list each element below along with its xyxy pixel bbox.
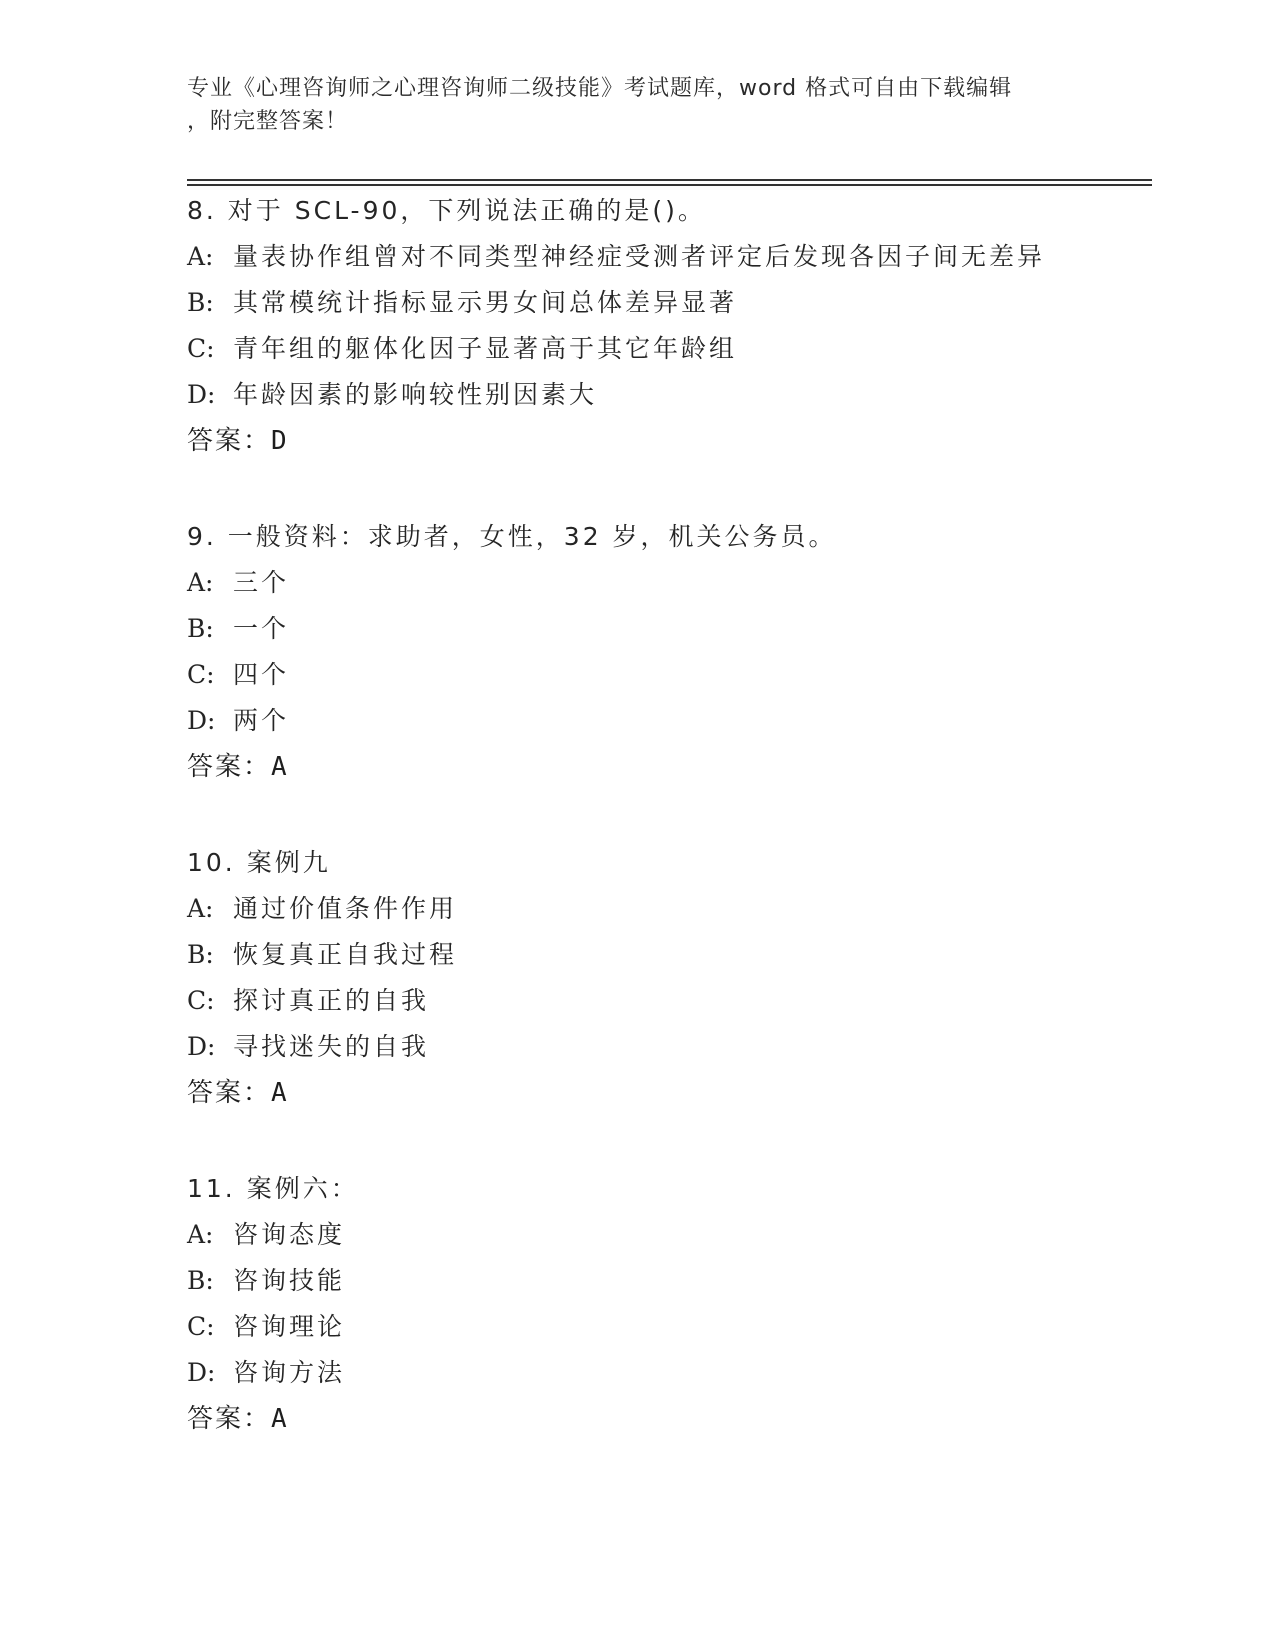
question-stem: 9. 一般资料：求助者，女性，32 岁，机关公务员。 <box>187 522 837 551</box>
option-a <box>187 1212 1147 1258</box>
option-text: 一个 <box>233 614 290 643</box>
option-letter: D: <box>187 706 216 735</box>
document-header <box>187 72 1067 138</box>
option-text: 通过价值条件作用 <box>233 894 458 923</box>
option-letter: B: <box>187 1266 214 1295</box>
answer-value: D <box>271 426 289 456</box>
option-b <box>187 932 1147 978</box>
question-list <box>187 188 1147 1442</box>
option-letter: A: <box>187 568 214 597</box>
option-text: 寻找迷失的自我 <box>233 1032 430 1061</box>
option-text: 量表协作组曾对不同类型神经症受测者评定后发现各因子间无差异 <box>233 242 1046 271</box>
answer-value: A <box>271 1078 289 1108</box>
header-divider-top <box>187 179 1152 181</box>
option-letter: C: <box>187 1312 215 1341</box>
option-text: 探讨真正的自我 <box>233 986 430 1015</box>
option-letter: A: <box>187 894 214 923</box>
question-10 <box>187 840 1147 1116</box>
question-8 <box>187 188 1147 464</box>
option-letter: A: <box>187 242 214 271</box>
option-text: 咨询技能 <box>233 1266 346 1295</box>
option-d <box>187 698 1147 744</box>
answer-label: 答案： <box>187 752 272 782</box>
option-a <box>187 234 1147 280</box>
option-text: 年龄因素的影响较性别因素大 <box>233 380 598 409</box>
answer-label: 答案： <box>187 1078 272 1108</box>
question-stem: 10. 案例九 <box>187 848 331 877</box>
option-c <box>187 652 1147 698</box>
option-text: 其常模统计指标显示男女间总体差异显著 <box>233 288 738 317</box>
option-text: 两个 <box>233 706 290 735</box>
question-11 <box>187 1166 1147 1442</box>
option-letter: D: <box>187 1358 216 1387</box>
option-letter: A: <box>187 1220 214 1249</box>
option-letter: C: <box>187 986 215 1015</box>
option-a <box>187 560 1147 606</box>
question-stem: 8. 对于 SCL-90，下列说法正确的是()。 <box>187 196 706 225</box>
option-c <box>187 1304 1147 1350</box>
option-text: 咨询态度 <box>233 1220 346 1249</box>
option-letter: C: <box>187 660 215 689</box>
option-d <box>187 372 1147 418</box>
option-a <box>187 886 1147 932</box>
option-text: 恢复真正自我过程 <box>233 940 458 969</box>
answer-value: A <box>271 1404 289 1434</box>
option-text: 青年组的躯体化因子显著高于其它年龄组 <box>233 334 738 363</box>
option-letter: B: <box>187 940 214 969</box>
option-letter: C: <box>187 334 215 363</box>
answer-value: A <box>271 752 289 782</box>
option-text: 三个 <box>233 568 290 597</box>
header-line-2: ，附完整答案！ <box>187 109 349 134</box>
option-d <box>187 1350 1147 1396</box>
answer-line <box>187 1070 1147 1116</box>
header-line-1: 专业《心理咨询师之心理咨询师二级技能》考试题库，word 格式可自由下载编辑 <box>187 76 1013 101</box>
option-b <box>187 606 1147 652</box>
option-d <box>187 1024 1147 1070</box>
answer-line <box>187 744 1147 790</box>
answer-line <box>187 1396 1147 1442</box>
option-letter: D: <box>187 1032 216 1061</box>
option-text: 咨询理论 <box>233 1312 346 1341</box>
option-text: 四个 <box>233 660 290 689</box>
option-b <box>187 1258 1147 1304</box>
answer-line <box>187 418 1147 464</box>
option-letter: D: <box>187 380 216 409</box>
header-divider-bottom <box>187 184 1152 186</box>
question-9 <box>187 514 1147 790</box>
answer-label: 答案： <box>187 426 272 456</box>
option-letter: B: <box>187 614 214 643</box>
option-c <box>187 326 1147 372</box>
option-c <box>187 978 1147 1024</box>
answer-label: 答案： <box>187 1404 272 1434</box>
question-stem: 11. 案例六： <box>187 1174 359 1203</box>
option-b <box>187 280 1147 326</box>
option-text: 咨询方法 <box>233 1358 346 1387</box>
option-letter: B: <box>187 288 214 317</box>
